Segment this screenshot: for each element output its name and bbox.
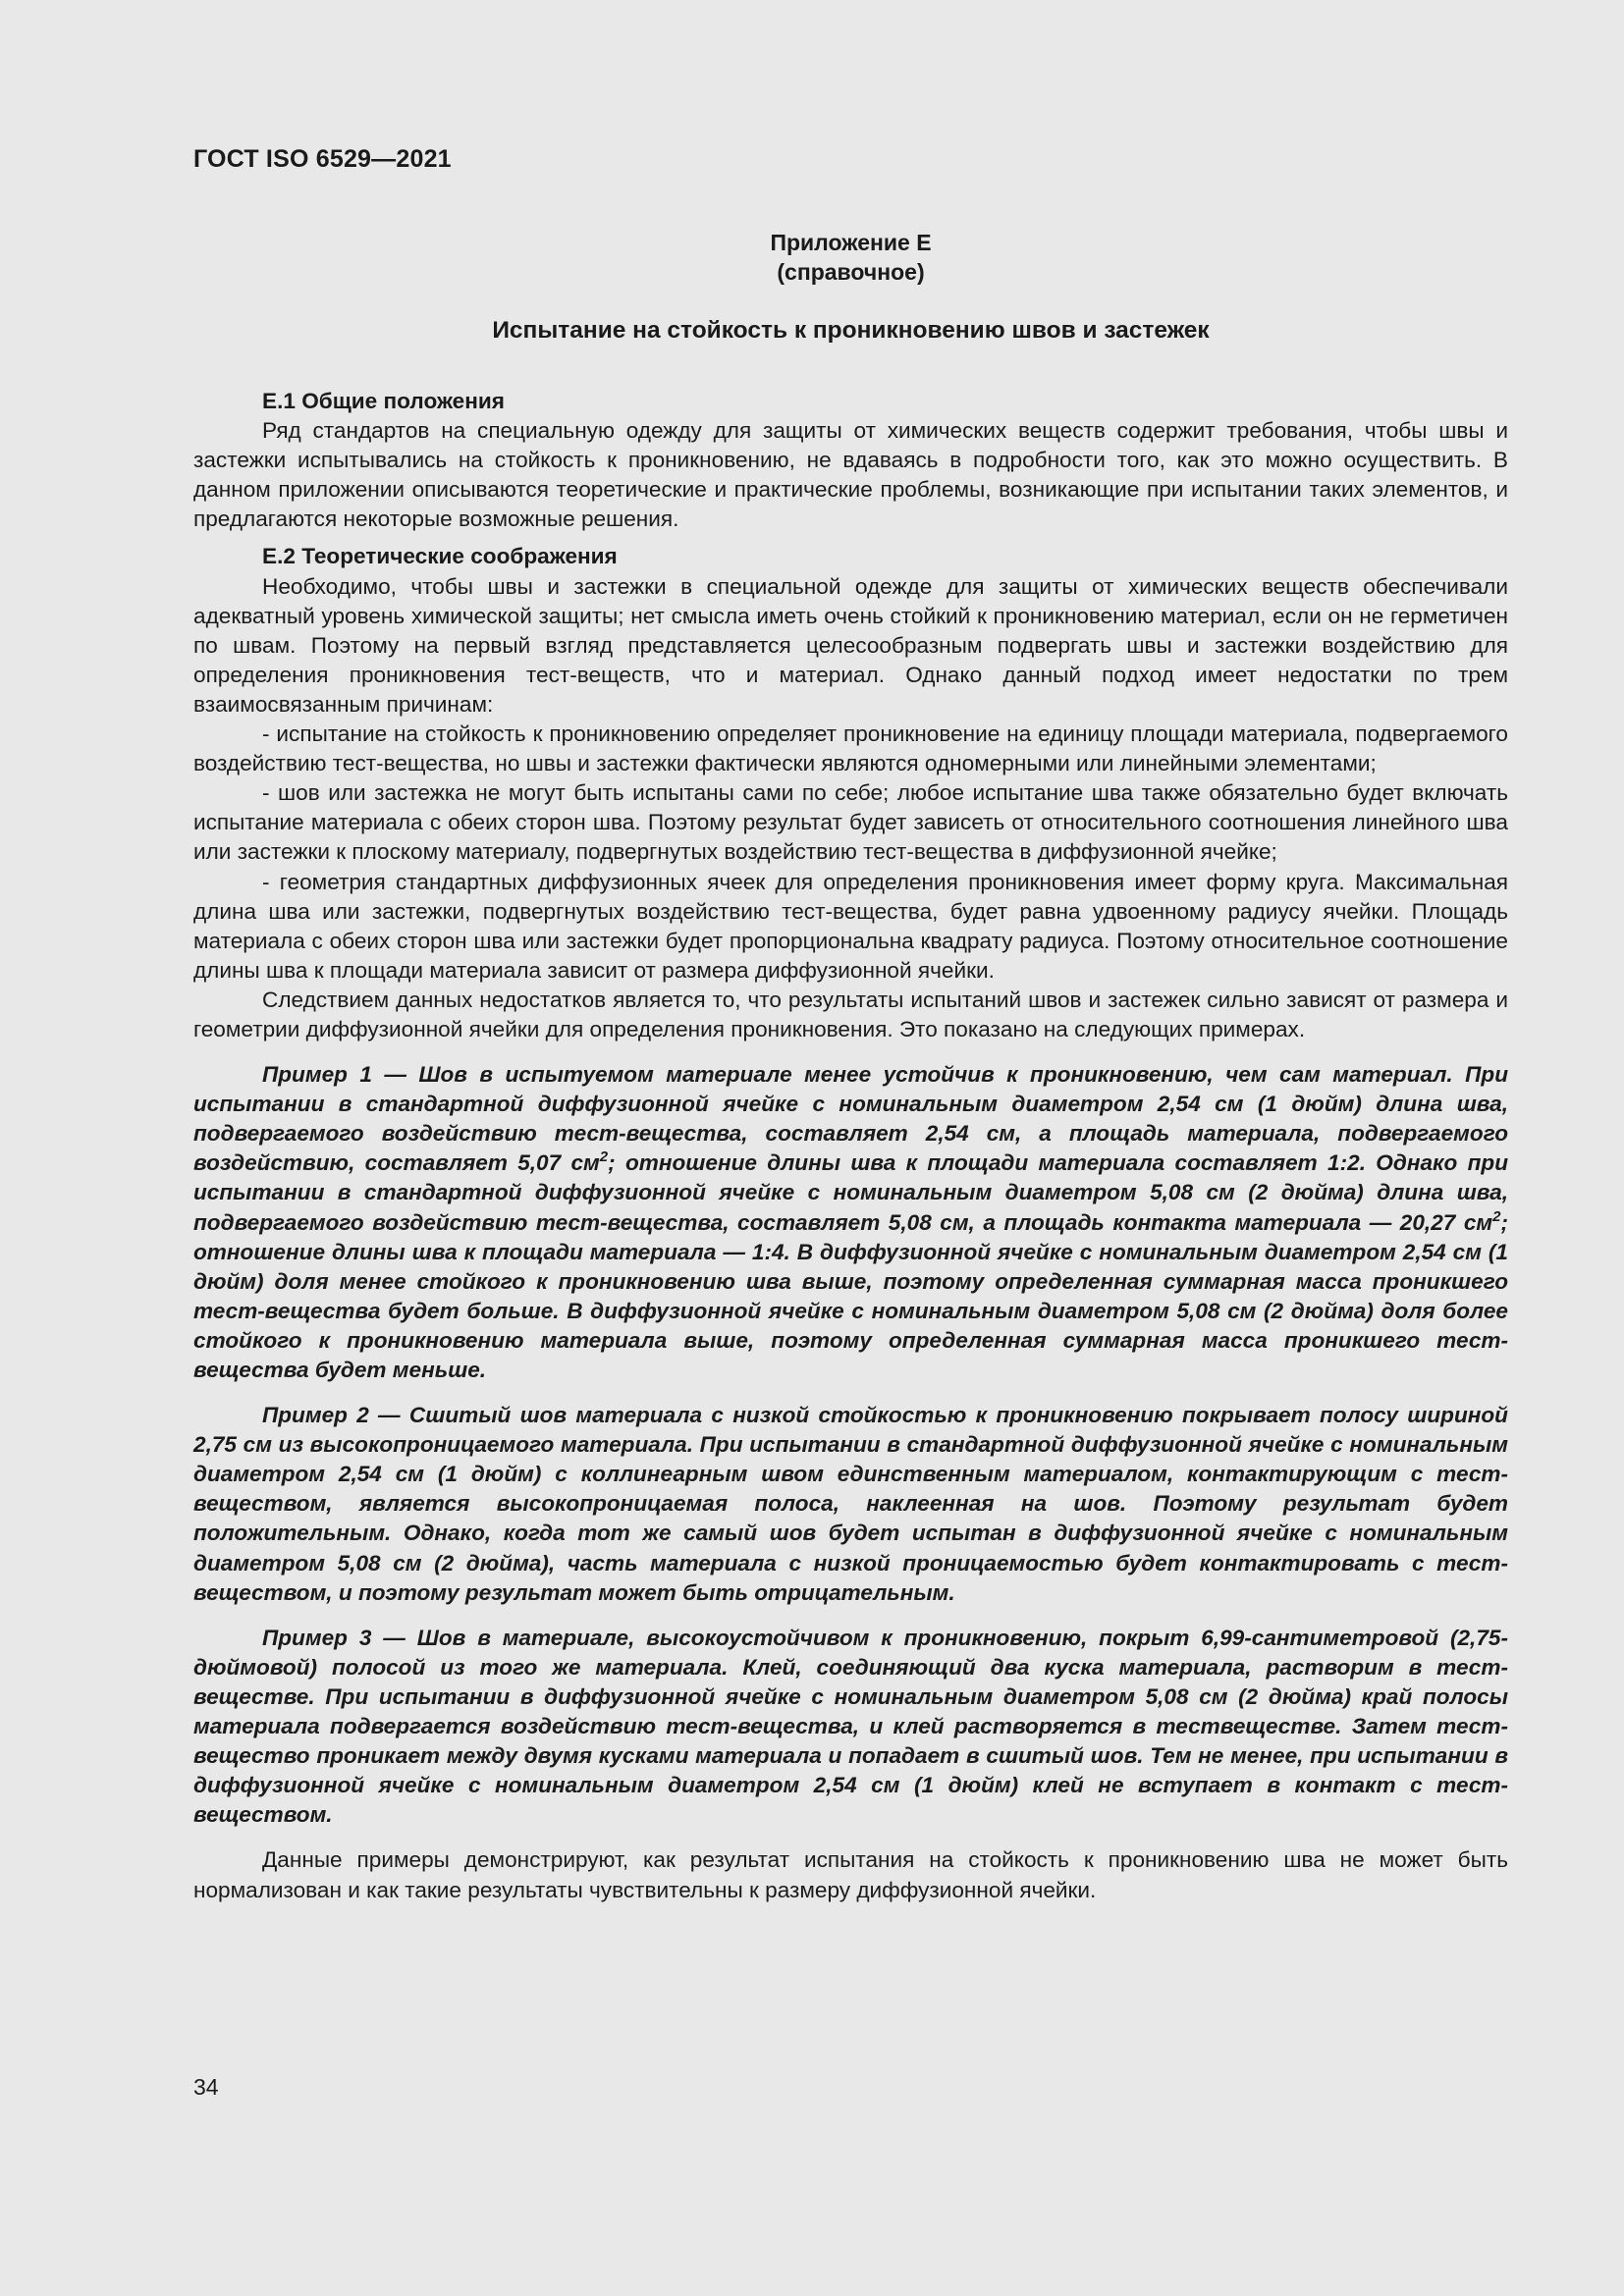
superscript-2: 2 — [599, 1148, 609, 1166]
example-1-text-a: Пример 1 — Шов в испытуемом материале менее устойчив к проникновению, чем сам материал. При испытании в стандартной диффузионной ячейке с номинальным диаметром 2,54 см (1 дюйм) длина шва, подвергаемого воздействию тест-вещества, составляет 2,54 см, а площадь материала, подвергаемого воздействию, составляет 5,07 см — [193, 1062, 1508, 1176]
section-e1-paragraph: Ряд стандартов на специальную одежду для защиты от химических веществ содержит требования, чтобы швы и застежки испытывались на стойкость к проникновению, не вдаваясь в подробности того, как это можно осуществить. В данном приложении описываются теоретические и практические проблемы, возникающие при испытании таких элементов, и предлагаются некоторые возможные решения. — [193, 418, 1508, 532]
example-1-text-b: ; отношение длины шва к площади материала составляет 1:2. Однако при испытании в стандартной диффузионной ячейке с номинальным диаметром 5,08 см (2 дюйма) длина шва, подвергаемого воздействию тест-вещества, составляет 5,08 см, а площадь контакта материала — 20,27 см — [193, 1150, 1508, 1235]
appendix-main-title: Испытание на стойкость к проникновению швов и застежек — [492, 317, 1210, 344]
appendix-title: Приложение Е — [770, 230, 932, 255]
example-1-text-c: ; отношение длины шва к площади материала — 1:4. В диффузионной ячейке с номинальным диаметром 2,54 см (1 дюйм) доля менее стойкого к проникновению шва выше, поэтому определенная суммарная масса проникшего тест-вещества будет больше. В диффузионной ячейке с номинальным диаметром 5,08 см (2 дюйма) доля более стойкого к проникновению материала выше, поэтому определенная суммарная масса проникшего тест-вещества будет меньше. — [193, 1209, 1508, 1382]
example-2: Пример 2 — Сшитый шов материала с низкой стойкостью к проникновению покрывает полосу шириной 2,75 см из высокопроницаемого материала. При испытании в стандартной диффузионной ячейке с номинальным диаметром 2,54 см (1 дюйм) с коллинеарным швом единственным материалом, контактирующим с тест-веществом, является высокопроницаемая полоса, наклеенная на шов. Поэтому результат будет положительным. Однако, когда тот же самый шов будет испытан в диффузионной ячейке с номинальным диаметром 5,08 см (2 дюйма), часть материала с низкой проницаемостью будет контактировать с тест-веществом, и поэтому результат может быть отрицательным. — [193, 1403, 1508, 1605]
list-item: - испытание на стойкость к проникновению определяет проникновение на единицу площади материала, подвергаемого воздействию тест-вещества, но швы и застежки фактически являются одномерными или линейными элементами; — [193, 721, 1508, 776]
example-3: Пример 3 — Шов в материале, высокоустойчивом к проникновению, покрыт 6,99-сантиметровой (2,75-дюймовой) полосой из того же материала. Клей, соединяющий два куска материала, растворим в тест-веществе. При испытании в диффузионной ячейке с номинальным диаметром 5,08 см (2 дюйма) край полосы материала подвергается воздействию тест-вещества, и клей растворяется в тествеществе. Затем тест-вещество проникает между двумя кусками материала и попадает в сшитый шов. Тем не менее, при испытании в диффузионной ячейке с номинальным диаметром 2,54 см (1 дюйм) клей не вступает в контакт с тест-веществом. — [193, 1625, 1508, 1828]
document-code: ГОСТ ISO 6529—2021 — [193, 145, 452, 173]
section-e2-intro: Необходимо, чтобы швы и застежки в специальной одежде для защиты от химических веществ обеспечивали адекватный уровень химической защиты; нет смысла иметь очень стойкий к проникновению материал, если он не герметичен по швам. Поэтому на первый взгляд представляется целесообразным подвергать швы и застежки воздействию для определения проникновения тест-веществ, что и материал. Однако данный подход имеет недостатки по трем взаимосвязанным причинам: — [193, 573, 1508, 717]
page-number: 34 — [193, 2074, 219, 2100]
page-content — [193, 228, 1508, 1905]
closing-paragraph: Данные примеры демонстрируют, как результат испытания на стойкость к проникновению шва не может быть нормализован и как такие результаты чувствительны к размеру диффузионной ячейки. — [193, 1847, 1508, 1902]
list-item: - шов или застежка не могут быть испытаны сами по себе; любое испытание шва также обязательно будет включать испытание материала с обеих сторон шва. Поэтому результат будет зависеть от относительного соотношения линейного шва или застежки к плоскому материалу, подвергнутых воздействию тест-вещества в диффузионной ячейке; — [193, 780, 1508, 865]
example-1 — [193, 1060, 1508, 1385]
appendix-type: (справочное) — [777, 259, 925, 285]
section-e2-consequence: Следствием данных недостатков является то, что результаты испытаний швов и застежек сильно зависят от размера и геометрии диффузионной ячейки для определения проникновения. Это показано на следующих примерах. — [193, 987, 1508, 1041]
superscript-2: 2 — [1492, 1207, 1501, 1225]
list-item: - геометрия стандартных диффузионных ячеек для определения проникновения имеет форму круга. Максимальная длина шва или застежки, подвергнутых воздействию тест-вещества, будет равна удвоенному радиусу ячейки. Площадь материала с обеих сторон шва или застежки будет пропорциональна квадрату радиуса. Поэтому относительное соотношение длины шва к площади материала зависит от размера диффузионной ячейки. — [193, 869, 1508, 983]
section-heading-e1: Е.1 Общие положения — [262, 389, 505, 413]
section-heading-e2: Е.2 Теоретические соображения — [262, 544, 618, 569]
